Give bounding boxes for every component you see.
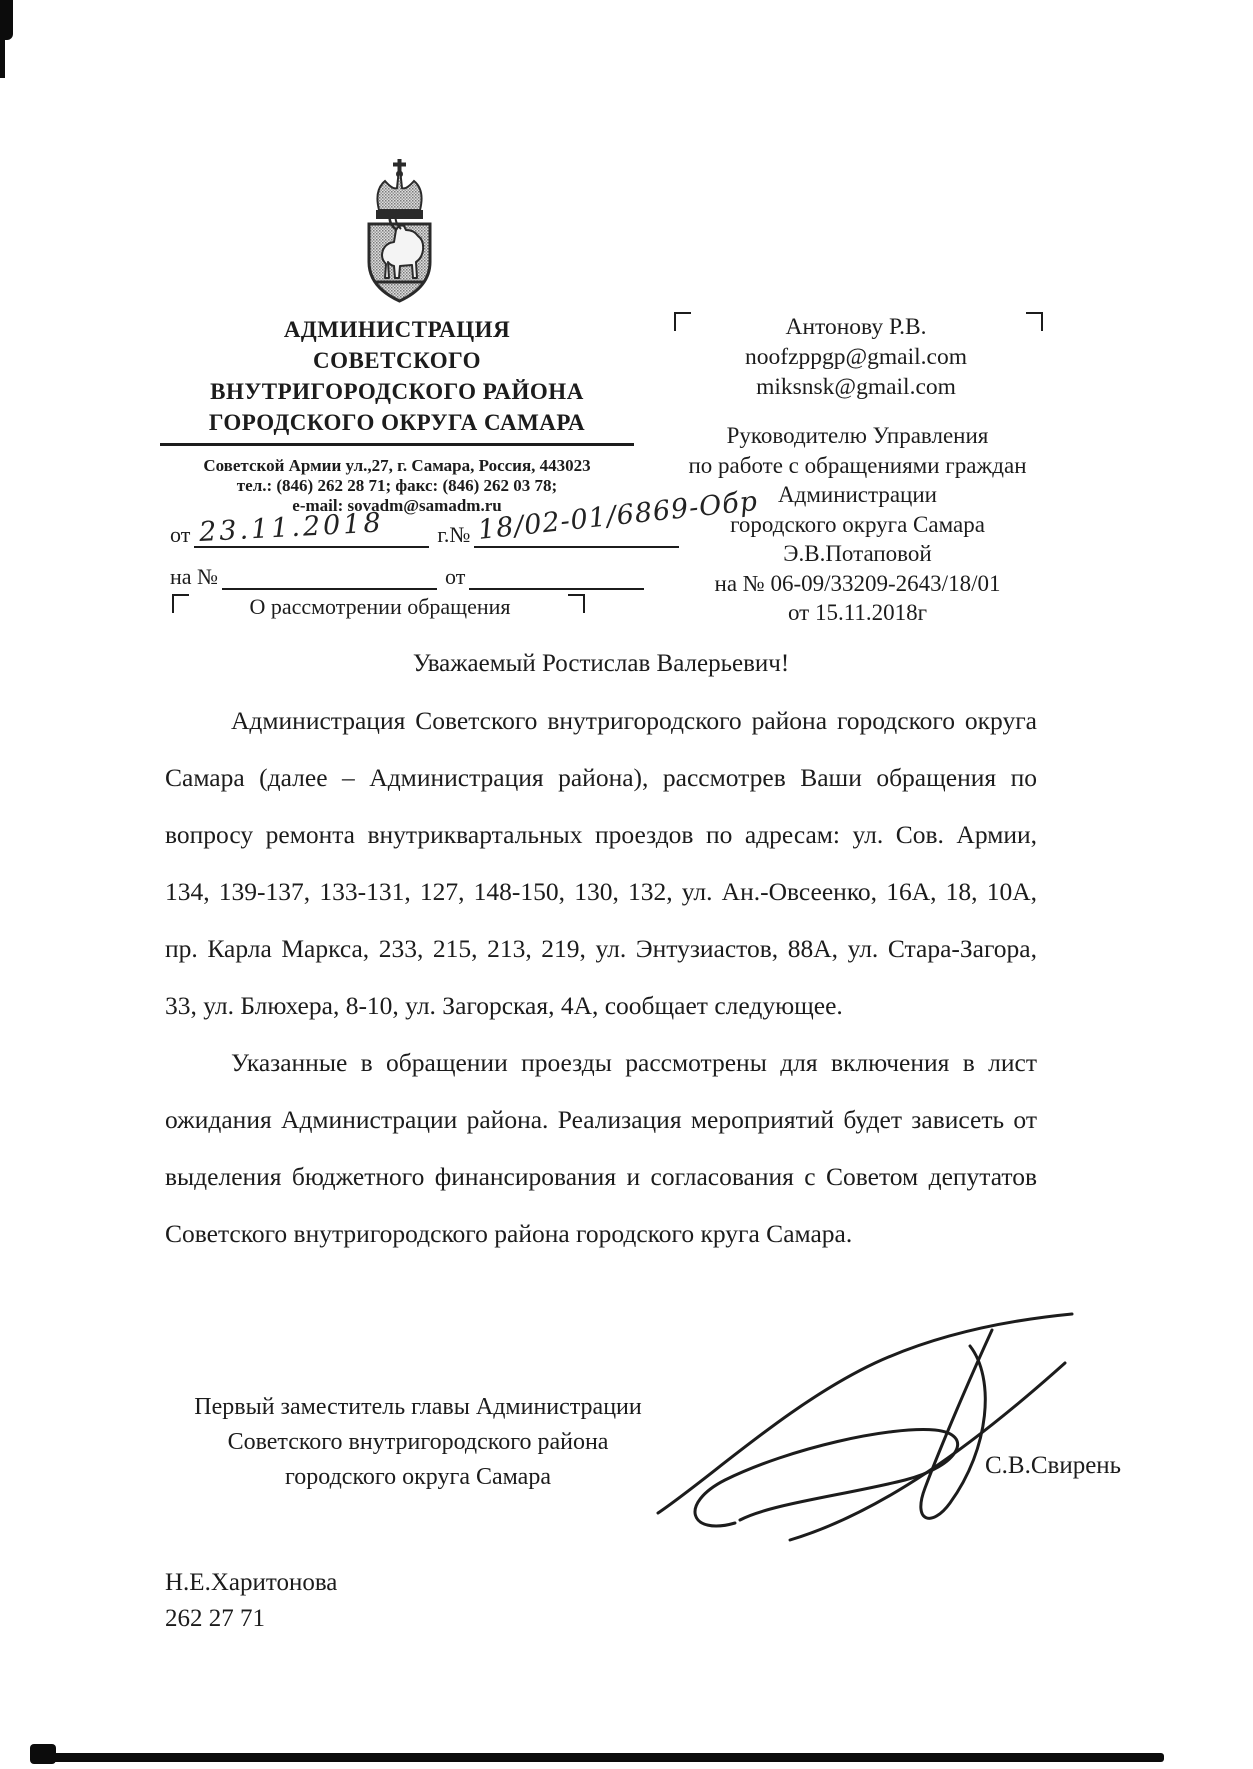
letterhead-org-name — [160, 314, 634, 446]
executor-block — [165, 1565, 337, 1637]
letterhead-email: e-mail: sovadm@samadm.ru — [292, 496, 502, 515]
signatory-title — [148, 1390, 688, 1495]
incoming-date-line — [469, 562, 644, 590]
executor-phone: 262 27 71 — [165, 1605, 265, 1632]
recipient-address-line: Руководителю Управления — [726, 423, 989, 448]
outgoing-date-line — [194, 507, 429, 548]
body-paragraph: Администрация Советского внутригородского района городского округа Самара (далее – Администрация района), рассмотрев Ваши обращения по вопросу ремонта внутриквартальных проездов по адресам: ул. Сов. Армии, 134, 139-137, 133-131, 127, 148-150, 130, 132, ул. Ан.-Овсеенко, 16А, 18, 10А, пр. Карла Маркса, 233, 215, 213, 219, ул. Энтузиастов, 88А, ул. Стара-Загора, 33, ул. Блюхера, 8-10, ул. Загорская, 4А, сообщает следующее. — [165, 706, 1037, 1020]
reference-number: на № 06-09/33209-2643/18/01 — [714, 570, 1001, 596]
org-name-line: СОВЕТСКОГО — [312, 348, 482, 373]
recipient-address-line: Администрации — [778, 482, 937, 507]
org-name-line: ГОРОДСКОГО ОКРУГА САМАРА — [160, 407, 634, 446]
corner-mark-right-icon — [1026, 312, 1043, 331]
letterhead-postal-address: Советской Армии ул.,27, г. Самара, Россия, 443023 — [203, 456, 591, 475]
recipient-email: noofzppgp@gmail.com — [745, 344, 967, 370]
org-name-line: ВНУТРИГОРОДСКОГО РАЙОНА — [210, 379, 584, 404]
samara-coat-of-arms-icon — [352, 158, 447, 308]
outgoing-number-label: г.№ — [437, 522, 471, 547]
outgoing-date-label: от — [170, 522, 191, 547]
corner-mark-left-icon — [172, 594, 189, 613]
signatory-title-line: Первый заместитель главы Администрации — [194, 1394, 642, 1420]
scan-artifact-left-edge — [0, 0, 5, 78]
incoming-ref-label: на № — [170, 564, 219, 589]
recipient-address-line: Э.В.Потаповой — [783, 541, 932, 566]
incoming-ref-line — [222, 562, 437, 590]
recipient-name: Антонову Р.В. — [785, 314, 927, 340]
handwritten-number: 18/02-01/6869-Обр — [476, 485, 760, 547]
recipient-address-line: по работе с обращениями граждан — [688, 452, 1027, 478]
letter-body — [165, 692, 1037, 1262]
salutation: Уважаемый Ростислав Валерьевич! — [412, 650, 790, 677]
handwritten-date: 23.11.2018 — [198, 507, 385, 548]
letter-subject: О рассмотрении обращения — [249, 594, 511, 619]
signatory-name: С.В.Свирень — [985, 1452, 1122, 1479]
recipient-address-line: городского округа Самара — [730, 511, 985, 537]
recipient-email: miksnsk@gmail.com — [756, 374, 956, 400]
handwritten-signature-icon — [640, 1308, 1090, 1558]
letterhead-phone-fax: тел.: (846) 262 28 71; факс: (846) 262 03 78; — [236, 476, 558, 495]
executor-name: Н.Е.Харитонова — [165, 1569, 338, 1596]
incoming-reference-row — [170, 562, 644, 590]
scan-artifact-bottom-line — [36, 1753, 1164, 1762]
corner-mark-left-icon — [674, 312, 691, 331]
recipient-block — [700, 312, 1012, 402]
reference-date: от 15.11.2018г — [787, 600, 928, 625]
signatory-title-line: Советского внутригородского района — [227, 1429, 609, 1455]
body-paragraph: Указанные в обращении проезды рассмотрены для включения в лист ожидания Администрации района. Реализация мероприятий будет зависеть от выделения бюджетного финансирования и согласования с Советом депутатов Советского внутригородского района городского круга Самара. — [165, 1048, 1037, 1248]
org-name-line: АДМИНИСТРАЦИЯ — [283, 317, 511, 342]
corner-mark-right-icon — [568, 594, 585, 613]
incoming-date-label: от — [445, 564, 466, 589]
secondary-recipient-block — [645, 421, 1070, 628]
signatory-title-line: городского округа Самара — [285, 1464, 551, 1490]
